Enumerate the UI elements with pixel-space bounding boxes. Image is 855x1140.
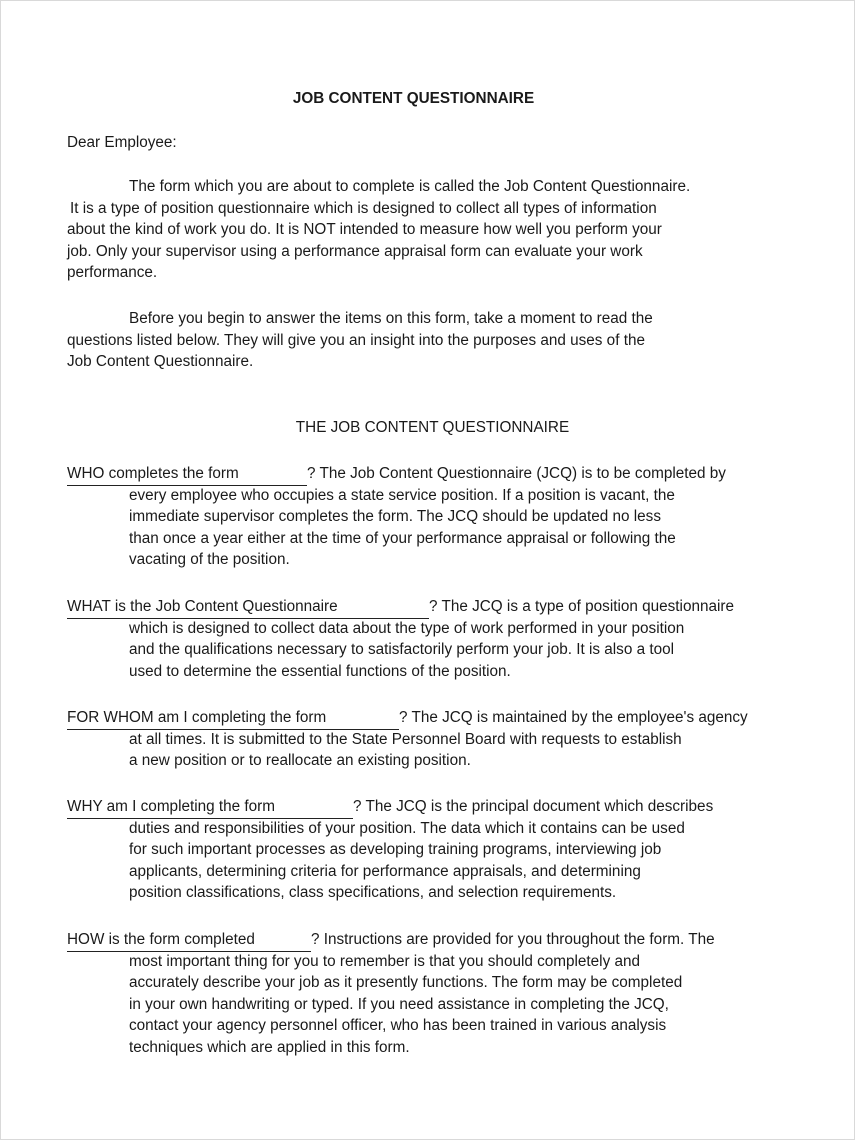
question-label: WHO completes the form xyxy=(67,465,239,482)
question-answer-line: applicants, determining criteria for performance appraisals, and determining xyxy=(129,862,641,880)
question-answer-line: immediate supervisor completes the form. The JCQ should be updated no less xyxy=(129,508,661,525)
document-title: JOB CONTENT QUESTIONNAIRE xyxy=(292,90,535,107)
question-label-underline xyxy=(67,485,307,486)
question-answer-line: vacating of the position. xyxy=(129,551,290,568)
salutation: Dear Employee: xyxy=(67,134,177,151)
section-heading: THE JOB CONTENT QUESTIONNAIRE xyxy=(295,419,570,436)
question-answer-line: most important thing for you to remember is that you should completely and xyxy=(129,952,640,970)
question-answer-line: which is designed to collect data about the type of work performed in your position xyxy=(129,619,685,637)
question-answer-line: every employee who occupies a state service position. If a position is vacant, the xyxy=(129,486,675,504)
question-answer-line: duties and responsibilities of your position. The data which it contains can be used xyxy=(129,819,685,837)
question-label: HOW is the form completed xyxy=(67,931,255,948)
question-answer-line: and the qualifications necessary to satisfactorily perform your job. It is also a tool xyxy=(129,641,675,658)
question-answer-line: techniques which are applied in this form. xyxy=(129,1038,410,1056)
paragraph-line: performance. xyxy=(67,264,158,281)
paragraph-line: questions listed below. They will give you an insight into the purposes and uses of the xyxy=(67,331,645,349)
question-label-underline xyxy=(67,618,429,619)
question-answer-first-line: ? The JCQ is a type of position questionnaire xyxy=(429,598,734,615)
paragraph-line: The form which you are about to complete is called the Job Content Questionnaire. xyxy=(129,178,691,195)
question-answer-line: position classifications, class specifications, and selection requirements. xyxy=(129,884,617,901)
question-answer-first-line: ? Instructions are provided for you throughout the form. The xyxy=(311,931,715,948)
question-for-whom xyxy=(67,707,748,772)
question-answer-line: in your own handwriting or typed. If you need assistance in completing the JCQ, xyxy=(129,995,669,1013)
question-answer-first-line: ? The JCQ is the principal document which describes xyxy=(353,798,714,815)
question-answer-line: at all times. It is submitted to the State Personnel Board with requests to establish xyxy=(129,730,682,748)
intro-paragraph-2 xyxy=(67,308,653,373)
question-label: WHAT is the Job Content Questionnaire xyxy=(67,598,338,615)
question-answer-first-line: ? The Job Content Questionnaire (JCQ) is to be completed by xyxy=(307,465,726,482)
question-answer-line: used to determine the essential functions of the position. xyxy=(129,662,511,680)
question-label-underline xyxy=(67,951,311,952)
question-label-underline xyxy=(67,729,399,730)
question-answer-first-line: ? The JCQ is maintained by the employee's agency xyxy=(399,709,748,726)
question-answer-line: accurately describe your job as it presently functions. The form may be completed xyxy=(129,974,683,991)
question-who xyxy=(67,463,726,571)
question-what xyxy=(67,596,734,682)
paragraph-line: It is a type of position questionnaire which is designed to collect all types of information xyxy=(70,199,657,217)
paragraph-line: Job Content Questionnaire. xyxy=(67,353,254,370)
question-answer-line: for such important processes as developing training programs, interviewing job xyxy=(129,841,662,858)
paragraph-line: about the kind of work you do. It is NOT intended to measure how well you perform your xyxy=(67,221,662,238)
paragraph-line: job. Only your supervisor using a performance appraisal form can evaluate your work xyxy=(67,242,643,260)
paragraph-line: Before you begin to answer the items on this form, take a moment to read the xyxy=(129,310,653,327)
question-why xyxy=(67,796,713,904)
question-label: WHY am I completing the form xyxy=(67,798,275,815)
question-how xyxy=(67,929,715,1058)
intro-paragraph-1 xyxy=(67,176,690,284)
question-label-underline xyxy=(67,818,353,819)
question-answer-line: a new position or to reallocate an existing position. xyxy=(129,752,471,769)
question-answer-line: contact your agency personnel officer, who has been trained in various analysis xyxy=(129,1017,667,1034)
question-label: FOR WHOM am I completing the form xyxy=(67,709,327,726)
question-answer-line: than once a year either at the time of your performance appraisal or following the xyxy=(129,529,676,547)
